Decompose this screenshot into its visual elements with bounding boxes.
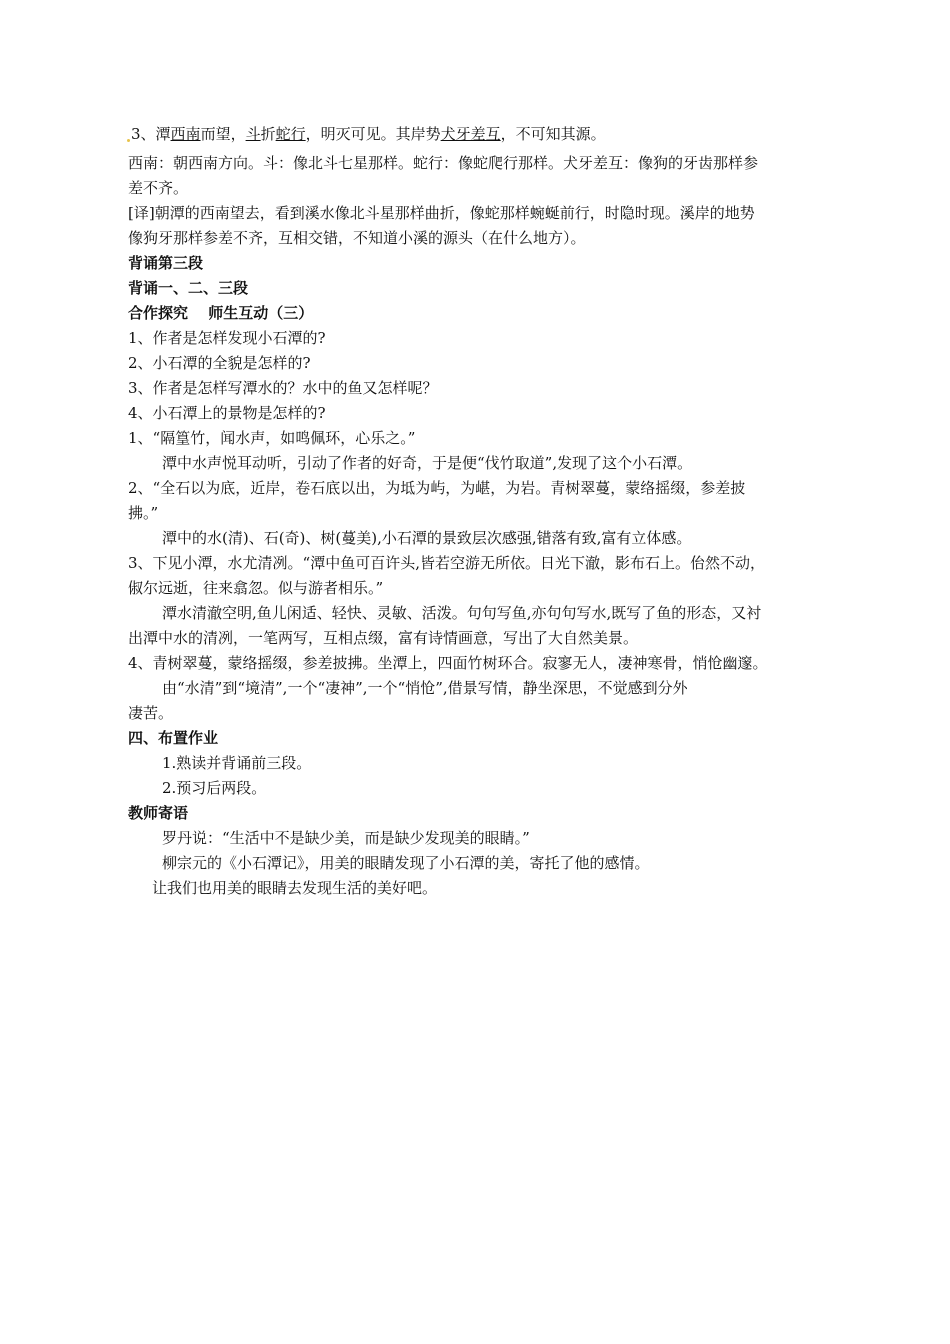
translation-line-2: 像狗牙那样参差不齐，互相交错，不知道小溪的源头（在什么地方）。 xyxy=(128,229,586,247)
homework-item-1: 1.熟读并背诵前三段。 xyxy=(162,754,312,772)
heading-explore: 合作探究 师生互动（三） xyxy=(128,304,314,322)
heading-recite-all: 背诵一、二、三段 xyxy=(128,279,249,297)
answer-2-quote-line-1: 2、“全石以为底，近岸，卷石底以出，为坻为屿，为嵁，为岩。青树翠蔓，蒙络摇缀，参差披 xyxy=(128,479,746,497)
question-3: 3、作者是怎样写潭水的？水中的鱼又怎样呢？ xyxy=(128,379,438,397)
text: 3、潭 xyxy=(131,125,171,143)
answer-4-explain-line-2: 凄苦。 xyxy=(128,704,174,722)
q3-original-line xyxy=(131,124,606,144)
teacher-words-3: 让我们也用美的眼睛去发现生活的美好吧。 xyxy=(152,879,438,897)
question-2: 2、小石潭的全貌是怎样的? xyxy=(128,354,311,372)
answer-3-explain-line-2: 出潭中水的清冽，一笔两写，互相点缀，富有诗情画意，写出了大自然美景。 xyxy=(128,629,639,647)
heading-homework: 四、布置作业 xyxy=(128,729,219,747)
marker-dot xyxy=(127,139,130,142)
text: ，不可知其源。 xyxy=(500,125,606,143)
teacher-words-1: 罗丹说：“生活中不是缺少美，而是缺少发现美的眼睛。” xyxy=(162,829,530,847)
answer-1-explain: 潭中水声悦耳动听，引动了作者的好奇，于是便“伐竹取道”,发现了这个小石潭。 xyxy=(162,454,693,472)
heading-recite-third: 背诵第三段 xyxy=(128,254,204,272)
notes-line-2: 差不齐。 xyxy=(128,179,189,197)
underlined-term: 犬牙差互 xyxy=(440,125,501,143)
text: 而望， xyxy=(200,125,246,143)
teacher-words-2: 柳宗元的《小石潭记》，用美的眼睛发现了小石潭的美，寄托了他的感情。 xyxy=(162,854,650,872)
homework-item-2: 2.预习后两段。 xyxy=(162,779,267,797)
answer-1-quote: 1、“隔篁竹，闻水声，如鸣佩环，心乐之。” xyxy=(128,429,416,447)
answer-4-quote: 4、青树翠蔓，蒙络摇缀，参差披拂。坐潭上，四面竹树环合。寂寥无人，凄神寒骨，悄怆幽邃。 xyxy=(128,654,768,672)
text: 折 xyxy=(260,125,276,143)
question-1: 1、作者是怎样发现小石潭的? xyxy=(128,329,326,347)
text: ，明灭可见。其岸势 xyxy=(305,125,441,143)
answer-2-explain: 潭中的水(清)、石(奇)、树(蔓美),小石潭的景致层次感强,错落有致,富有立体感。 xyxy=(162,529,692,547)
answer-2-quote-line-2: 拂。” xyxy=(128,504,159,522)
notes-line-1: 西南：朝西南方向。斗：像北斗七星那样。蛇行：像蛇爬行那样。犬牙差互：像狗的牙齿那样参 xyxy=(128,154,759,172)
underlined-term: 斗 xyxy=(245,125,261,143)
answer-3-quote-line-2: 俶尔远逝，往来翕忽。似与游者相乐。” xyxy=(128,579,384,597)
underlined-term: 西南 xyxy=(170,125,201,143)
underlined-term: 蛇行 xyxy=(275,125,306,143)
question-4: 4、小石潭上的景物是怎样的? xyxy=(128,404,326,422)
answer-3-explain-line-1: 潭水清澈空明,鱼儿闲适、轻快、灵敏、活泼。句句写鱼,亦句句写水,既写了鱼的形态，又衬 xyxy=(162,604,762,622)
translation-line-1: [译]朝潭的西南望去，看到溪水像北斗星那样曲折，像蛇那样蜿蜒前行，时隐时现。溪岸的地势 xyxy=(128,204,755,222)
answer-4-explain-line-1: 由“水清”到“境清”,一个“凄神”,一个“悄怆”,借景写情，静坐深思，不觉感到分外 xyxy=(162,679,688,697)
heading-teacher-words: 教师寄语 xyxy=(128,804,189,822)
answer-3-quote-line-1: 3、下见小潭，水尤清冽。“潭中鱼可百许头,皆若空游无所依。日光下澈，影布石上。佁然不动， xyxy=(128,554,765,572)
